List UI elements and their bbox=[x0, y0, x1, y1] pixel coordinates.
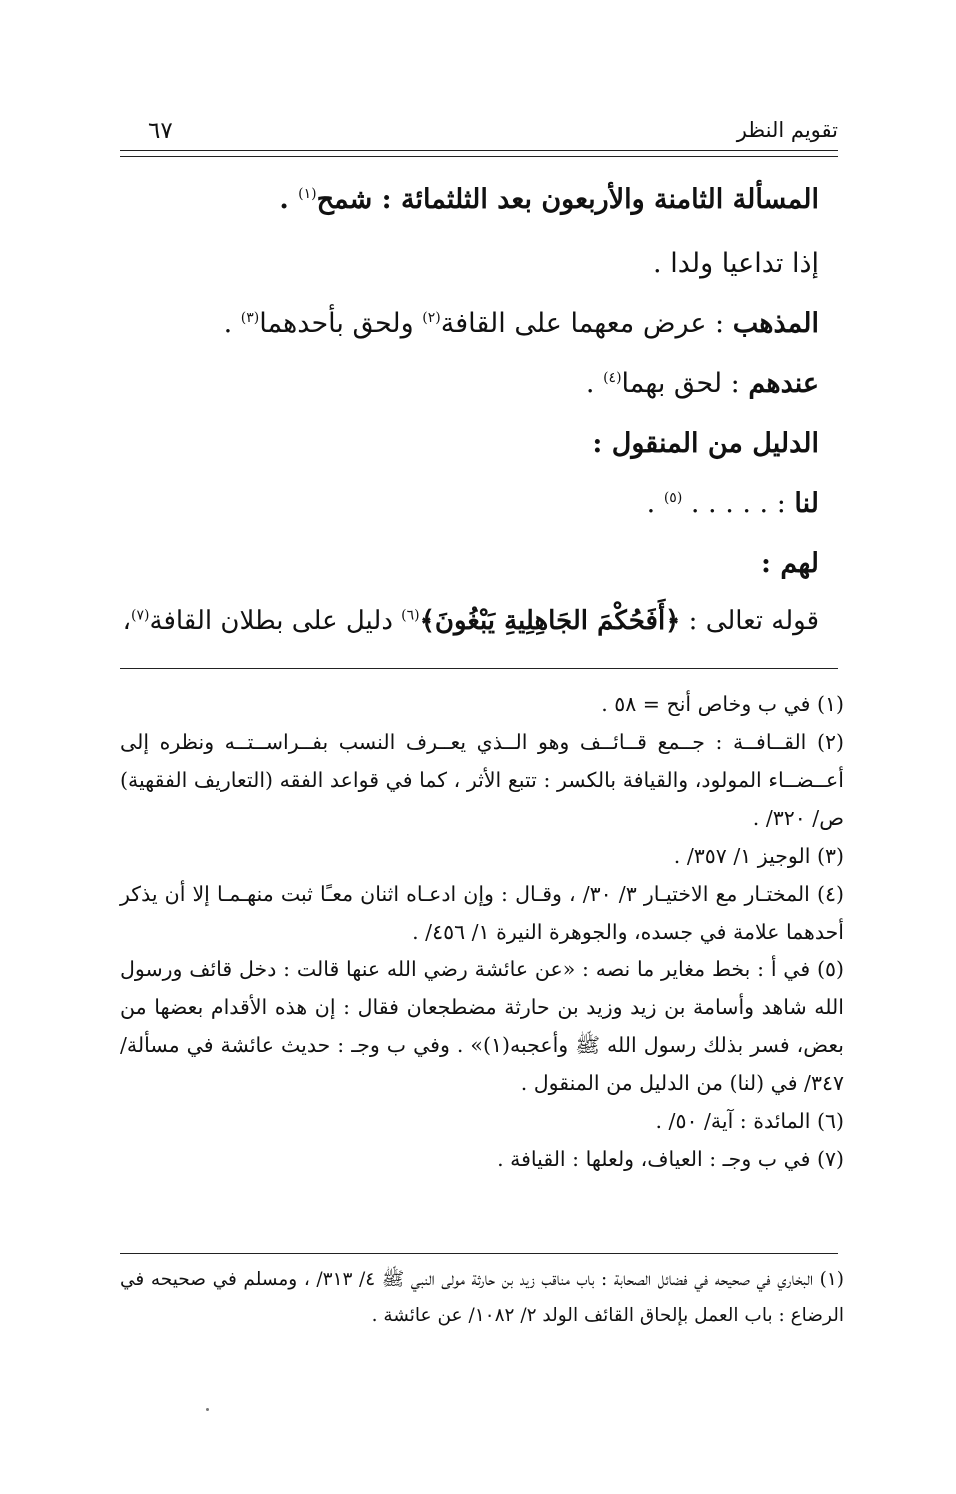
their-view-line: عندهم : لحق بهما$^{(٤)}$ . bbox=[585, 368, 819, 399]
footnote-ref: (٢) bbox=[422, 310, 441, 326]
quran-verse: ﴿أَفَحُكْمَ الجَاهِلِيةِ يَبْغُونَ﴾ bbox=[419, 606, 681, 636]
footnote-1: (١) في ب وخاص أنح = ٥٨ . bbox=[601, 692, 844, 716]
footnote-7: (٧) في ب وجـ : العياف، ولعلها : القيافة . bbox=[497, 1147, 844, 1172]
footnote-4: (٤) المختـار مع الاختيـار ٣/ ٣٠/ ، وقـال : وإن ادعـاه اثنان معـًا ثبت منهـمـا إلا أن يذكر أحدهما علامة في جسده، والجوهرة النيرة ١/ ٤٥٦/ . bbox=[120, 881, 844, 944]
footnote-ref: (٣) bbox=[240, 310, 260, 326]
footnote-ref: (٦) bbox=[401, 607, 420, 624]
footnote-separator bbox=[120, 668, 838, 669]
header-rule-thin bbox=[120, 156, 838, 157]
footnote-ref: (٧) bbox=[131, 607, 150, 624]
running-header bbox=[120, 112, 838, 146]
issue-heading: المسألة الثامنة والأربعون بعد الثلثمائة : شمح$^{(١)}$ . bbox=[279, 184, 819, 215]
footnote-ref: (٥) bbox=[663, 490, 683, 506]
subfootnote: (١) البخاري في صحيحه في فضائل الصحابة : باب مناقب زيد بن حارثة مولى النبي ﷺ ٤/ ٣١٣/ ، ومسلم في صحيحه في الرضاع : باب العمل بإلحاق القائف الولد ٢/ ١٠٨٢/ عن عائشة . bbox=[120, 1269, 844, 1327]
footnote-2: (٢) القــافــة : جــمع قــائــف وهو الــذي يعــرف النسب بفــراســتــه ونظره إلى أعــضــاء المولود، والقيافة بالكسر : تتبع الأثر ، كما في قواعد الفقه (التعاريف الفقهية) ص/ ٣٢٠/ . bbox=[120, 729, 844, 830]
quran-line: قوله تعالى : ﴿أَفَحُكْمَ الجَاهِلِيةِ يَبْغُونَ﴾$^{(٦)}$ دليل على بطلان القافة$^{(٧)}$، bbox=[122, 606, 819, 636]
their-evidence-heading: لهم : bbox=[760, 548, 819, 579]
page-number: ٦٧ bbox=[148, 118, 173, 144]
scan-speck bbox=[206, 1408, 209, 1411]
footnotes bbox=[120, 686, 844, 1179]
evidence-heading: الدليل من المنقول : bbox=[592, 428, 819, 459]
madhhab-line: المذهب : عرض معهما على القافة$^{(٢)}$ ولحق بأحدهما$^{(٣)}$ . bbox=[223, 308, 819, 339]
footnote-6: (٦) المائدة : آية/ ٥٠/ . bbox=[655, 1109, 844, 1134]
running-title: تقويم النظر bbox=[736, 118, 838, 142]
issue-statement: إذا تداعيا ولدا . bbox=[653, 248, 819, 279]
our-evidence-line: لنا : . . . . . $^{(٥)}$ . bbox=[646, 488, 819, 519]
footnote-3: (٣) الوجيز ١/ ٣٥٧/ . bbox=[673, 843, 844, 868]
footnote-ref: (٤) bbox=[603, 370, 622, 386]
header-rule-thick bbox=[120, 150, 838, 151]
subfootnote-separator bbox=[120, 1253, 838, 1254]
footnote-5: (٥) في أ : بخط مغاير ما نصه : «عن عائشة رضي الله عنها قالت : دخل قائف ورسول الله شاهد وأسامة بن زيد وزيد بن حارثة مضطجعان فقال : إن هذه الأقدام بعضها من بعض، فسر بذلك رسول الله ﷺ وأعجبه(١)» . وفي ب وجـ : حديث عائشة في مسألة/ ٣٤٧/ في (لنا) من الدليل من المنقول . bbox=[120, 957, 844, 1096]
footnote-ref: (١) bbox=[298, 186, 317, 202]
